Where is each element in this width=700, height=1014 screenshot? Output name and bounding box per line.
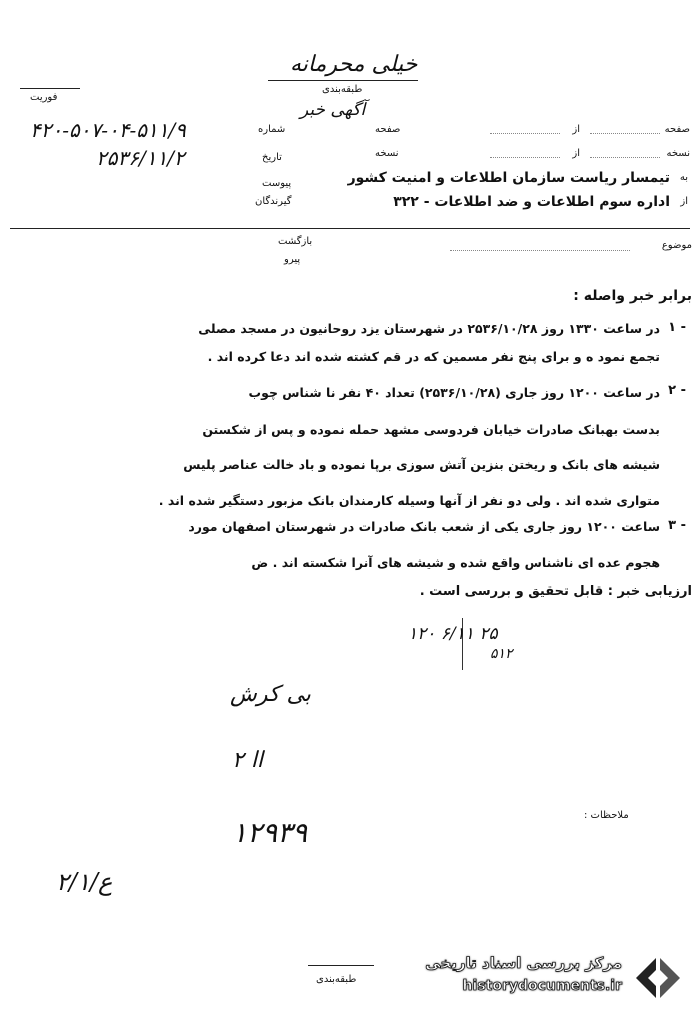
copy-label: نسخه [666, 148, 690, 159]
ref-label-2: پیرو [284, 254, 301, 265]
header-divider [10, 228, 690, 229]
date-label: تاریخ [262, 152, 282, 163]
item-2-number: ۲ - [668, 383, 686, 398]
ref-label-1: بازگشت [278, 236, 313, 247]
number-label: شماره [258, 124, 286, 135]
item-3-line-2: هجوم عده ای ناشناس واقع شده و شیشه های آنرا شکسته اند . ض [251, 555, 660, 570]
classification-underline [268, 80, 418, 81]
date-value: ۲۵۳۶/۱۱/۲ [96, 146, 185, 170]
from-prefix: از [680, 196, 688, 207]
handwritten-bottom-left: ع/۲/۱ [56, 868, 113, 896]
footer-classification-line [308, 965, 374, 966]
item-1-line-1: در ساعت ۱۳۳۰ روز ۲۵۳۶/۱۰/۲۸ در شهرستان یزد روحانیون در مسجد مصلی [198, 321, 660, 336]
from-text: اداره سوم اطلاعات و ضد اطلاعات - ۳۲۲ [393, 194, 670, 210]
footer-classification-label: طبقه‌بندی [316, 974, 357, 985]
watermark [420, 950, 690, 1006]
to-prefix: به [679, 172, 688, 183]
watermark-org-name: مرکز بررسی اسناد تاریخی [425, 954, 622, 972]
history-logo-icon [630, 952, 686, 1004]
notice-type: آگهی خبر [300, 100, 366, 120]
recipients-label: گیرندگان [255, 196, 292, 207]
handwritten-initials-2: اا ۲ [232, 748, 264, 773]
page-of-label: از [572, 124, 580, 135]
handwritten-classification: خیلی محرمانه [290, 52, 418, 77]
handwritten-big-number: ۱۲۹۳۹ [232, 816, 308, 849]
urgency-label: فوریت [30, 92, 58, 103]
page-label: صفحه [664, 124, 690, 135]
page-dots-2 [490, 133, 560, 134]
copy-label-2: نسخه [375, 148, 399, 159]
copy-dots-1 [590, 157, 660, 158]
stamp-line-2: ۵۱۲ [490, 646, 513, 662]
item-2-line-4: متواری شده اند . ولی دو نفر از آنها وسیله کارمندان بانک مزبور دستگیر شده اند . [158, 493, 660, 508]
handwritten-initials-1: بی کرش [230, 682, 311, 707]
item-2-line-1: در ساعت ۱۲۰۰ روز جاری (۲۵۳۶/۱۰/۲۸) تعداد ۴۰ نفر نا شناس چوب [248, 385, 660, 400]
copy-dots-2 [490, 157, 560, 158]
remarks-label: ملاحظات : [584, 810, 629, 821]
attachment-label: پیوست [262, 178, 292, 189]
watermark-site: historydocuments.ir [462, 978, 622, 994]
to-text: تیمسار ریاست سازمان اطلاعات و امنیت کشور [347, 170, 670, 186]
number-value: ۴۲۰-۵۰۷-۰۴-۵۱۱/۹ [30, 118, 186, 142]
item-1-line-2: تجمع نمود ه و برای پنج نفر مسمین که در قم کشته شده اند دعا کرده اند . [207, 349, 660, 364]
classification-label: طبقه‌بندی [322, 84, 363, 95]
evaluation-line: ارزیابی خبر : قابل تحقیق و بررسی است . [419, 584, 692, 599]
copy-of-label: از [572, 148, 580, 159]
item-2-line-3: شیشه های بانک و ریختن بنزین آتش سوزی برپا نموده و باد خالت عناصر پلیس [183, 457, 660, 472]
item-3-number: ۳ - [668, 518, 686, 533]
page-dots-1 [590, 133, 660, 134]
subject-label: موضوع [661, 240, 692, 251]
page-label-2: صفحه [375, 124, 401, 135]
subject-dots [450, 250, 630, 251]
stamp-line-1: ۱۲۰ ۶/۱۱ ۲۵ [408, 624, 498, 644]
item-3-line-1: ساعت ۱۲۰۰ روز جاری یکی از شعب بانک صادرات در شهرستان اصفهان مورد [188, 519, 660, 534]
item-2-line-2: بدست بهبانک صادرات خیابان فردوسی مشهد حمله نموده و پس از شکستن [202, 422, 660, 437]
urgency-underline [20, 88, 80, 89]
intro-line: برابر خبر واصله : [573, 288, 692, 304]
item-1-number: ۱ - [668, 320, 686, 335]
